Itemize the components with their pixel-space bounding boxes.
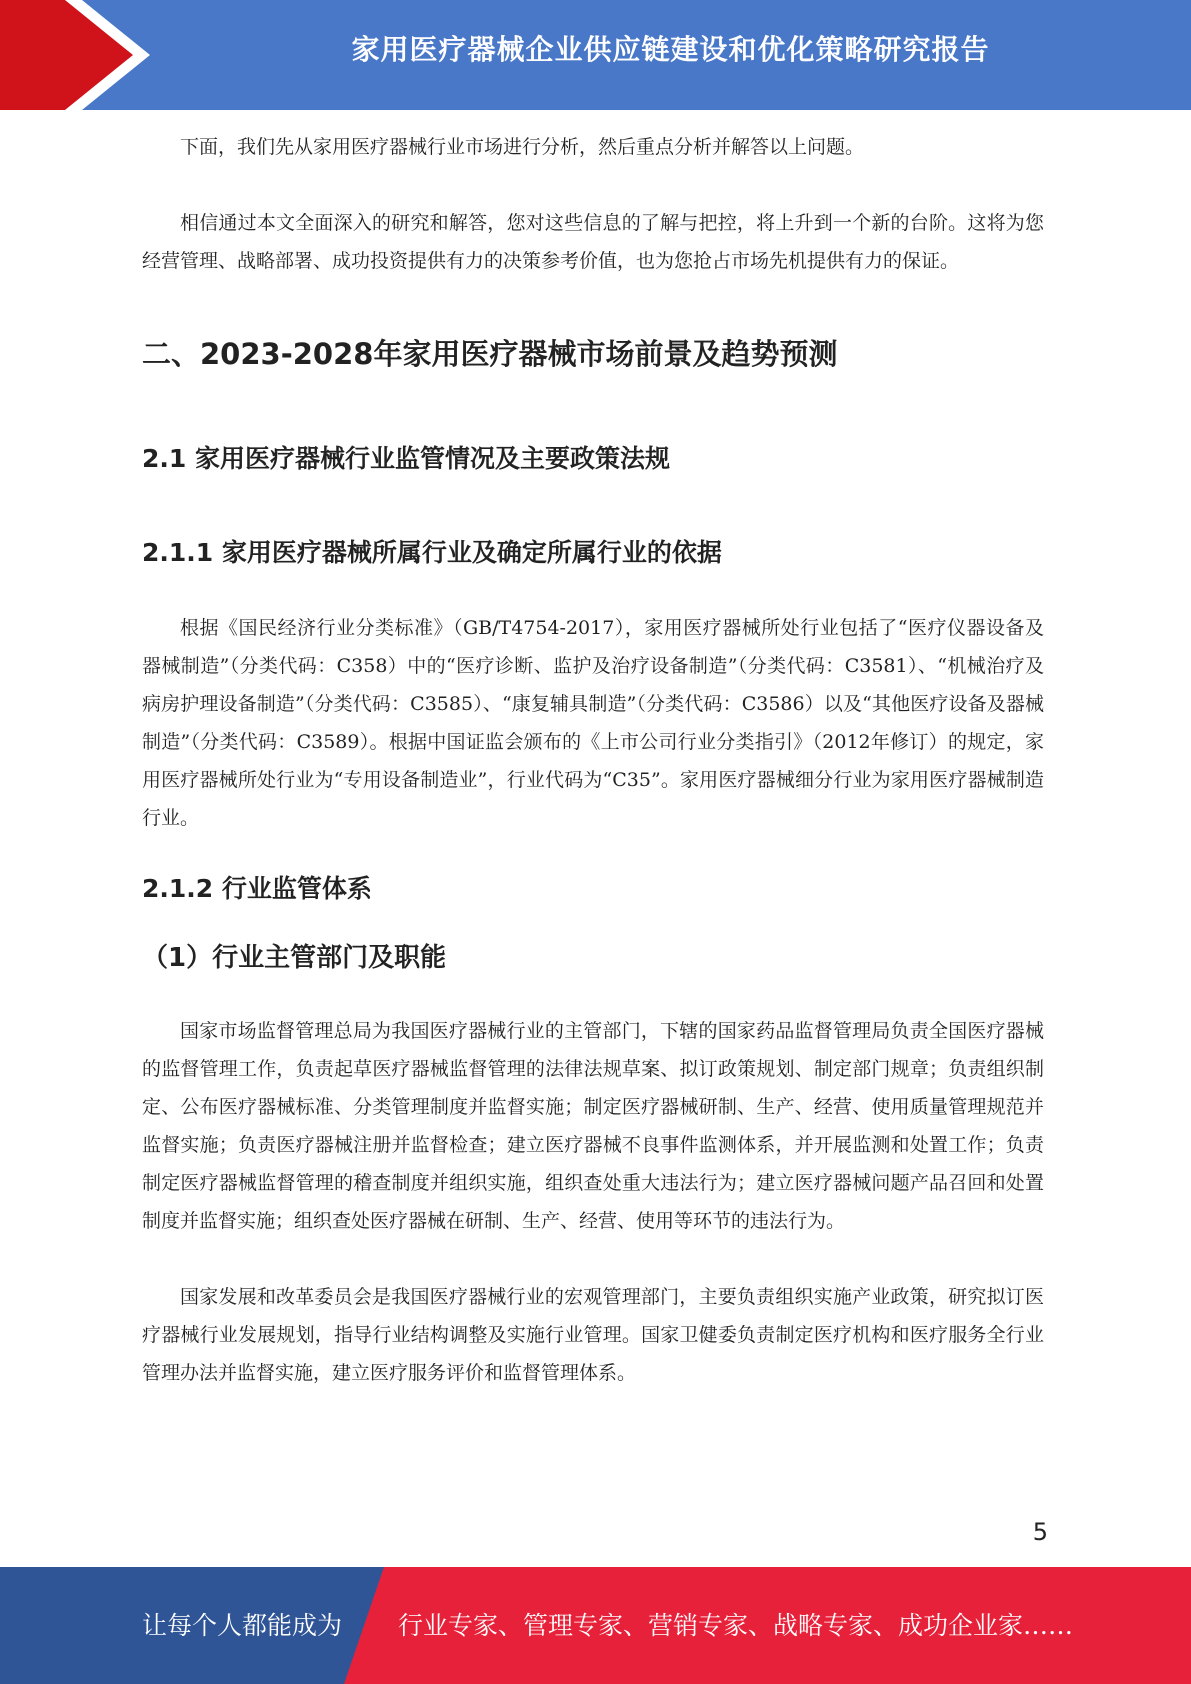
page-header [0,0,1191,110]
section-2-1-2-heading: 2.1.2 行业监管体系 [142,874,372,903]
footer-slogan-right: 行业专家、管理专家、营销专家、战略专家、成功企业家…… [398,1611,1074,1640]
intro-paragraph-1: 下面，我们先从家用医疗器械行业市场进行分析，然后重点分析并解答以上问题。 [180,136,865,158]
header-chevron-decoration [0,0,150,110]
section-2-1-1-heading: 2.1.1 家用医疗器械所属行业及确定所属行业的依据 [142,538,722,567]
section-2-1-1-paragraph: 根据《国民经济行业分类标准》（GB/T4754-2017），家用医疗器械所处行业包括了“医疗仪器设备及器械制造”（分类代码：C358）中的“医疗诊断、监护及治疗设备制造”（分类代码：C3581）、“机械治疗及病房护理设备制造”（分类代码：C3585）、“康复辅具制造”（分类代码：C3586）以及“其他医疗设备及器械制造”（分类代码：C3589）。根据中国证监会颁布的《上市公司行业分类指引》（2012年修订）的规定，家用医疗器械所处行业为“专用设备制造业”，行业代码为“C35”。家用医疗器械细分行业为家用医疗器械制造行业。 [142,617,1044,829]
footer-slogan-left: 让每个人都能成为 [142,1611,343,1640]
document-body [142,128,1044,1392]
intro-paragraph-2: 相信通过本文全面深入的研究和解答，您对这些信息的了解与把控，将上升到一个新的台阶。这将为您经营管理、战略部署、成功投资提供有力的决策参考价值，也为您抢占市场先机提供有力的保证。 [142,212,1044,272]
section-2-heading: 二、2023-2028年家用医疗器械市场前景及趋势预测 [142,337,838,371]
subsection-1-paragraph-2: 国家发展和改革委员会是我国医疗器械行业的宏观管理部门，主要负责组织实施产业政策，研究拟订医疗器械行业发展规划，指导行业结构调整及实施行业管理。国家卫健委负责制定医疗机构和医疗服务全行业管理办法并监督实施，建立医疗服务评价和监督管理体系。 [142,1286,1044,1384]
page-number: 5 [1032,1518,1048,1546]
subsection-1-paragraph-1: 国家市场监督管理总局为我国医疗器械行业的主管部门，下辖的国家药品监督管理局负责全国医疗器械的监督管理工作，负责起草医疗器械监督管理的法律法规草案、拟订政策规划、制定部门规章；负责组织制定、公布医疗器械标准、分类管理制度并监督实施；制定医疗器械研制、生产、经营、使用质量管理规范并监督实施；负责医疗器械注册并监督检查；建立医疗器械不良事件监测体系，并开展监测和处置工作；负责制定医疗器械监督管理的稽查制度并组织实施，组织查处重大违法行为；建立医疗器械问题产品召回和处置制度并监督实施；组织查处医疗器械在研制、生产、经营、使用等环节的违法行为。 [142,1020,1044,1232]
section-2-1-heading: 2.1 家用医疗器械行业监管情况及主要政策法规 [142,444,670,473]
subsection-1-heading: （1）行业主管部门及职能 [142,943,447,973]
header-title: 家用医疗器械企业供应链建设和优化策略研究报告 [351,33,990,66]
page-footer [0,1567,1191,1684]
